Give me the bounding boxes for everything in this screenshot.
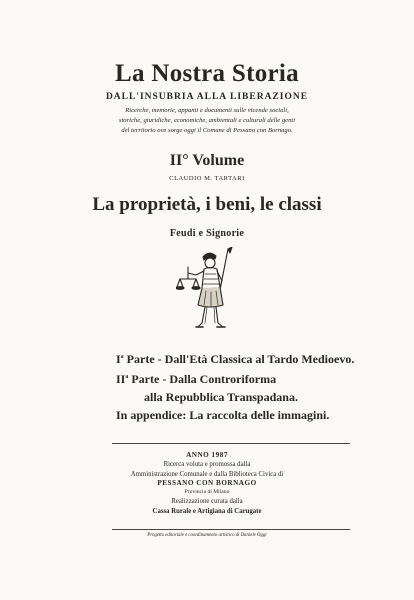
appendix: In appendice: La raccolta delle immagini. xyxy=(116,408,330,422)
province: Provincia di Milano xyxy=(184,489,230,496)
intro-line: Ricerche, memorie, appunti e documenti sulle vicende sociali, xyxy=(125,107,289,114)
book-title: La proprietà, i beni, le classi xyxy=(92,194,322,215)
bank-name: Cassa Rurale e Artigiana di Carugate xyxy=(152,507,262,515)
medieval-merchant-with-scales-icon xyxy=(176,247,240,335)
intro-line: del territorio ove sorge oggi il Comune di Pessano con Bornago. xyxy=(121,127,293,134)
part-1: $I^a$ Parte - Dall'Età Classica al Tardo Medioevo. xyxy=(116,352,355,366)
promoted-by-line: Ricerca voluta e promossa dalla xyxy=(163,461,251,469)
volume-label: II° Volume xyxy=(169,152,245,169)
series-title: La Nostra Storia xyxy=(115,60,299,87)
part-2-continued: alla Repubblica Transpadana. xyxy=(144,390,298,404)
parts-list xyxy=(116,348,354,424)
author-name: CLAUDIO M. TARTARI xyxy=(169,175,245,182)
intro-text xyxy=(0,106,414,136)
editorial-credit: Progetto editoriale e coordinamento artistico di Daniele Oggi xyxy=(147,533,267,538)
divider-bottom xyxy=(112,529,350,530)
part-2: $II^a$ Parte - Dalla Controriforma xyxy=(116,372,277,386)
book-subtitle: Feudi e Signorie xyxy=(169,228,245,239)
publication-info xyxy=(0,451,414,516)
town-name: PESSANO CON BORNAGO xyxy=(157,478,257,487)
intro-line: storiche, giuridiche, economiche, ambientali e culturali delle genti xyxy=(118,117,296,124)
administration-line: Amministrazione Comunale e dalla Biblioteca Civica di xyxy=(130,470,284,478)
series-subtitle: DALL'INSUBRIA ALLA LIBERAZIONE xyxy=(105,92,309,102)
publication-year: ANNO 1987 xyxy=(186,451,228,459)
divider-top xyxy=(112,443,350,444)
realization-line: Realizzazione curata dalla xyxy=(171,498,243,506)
